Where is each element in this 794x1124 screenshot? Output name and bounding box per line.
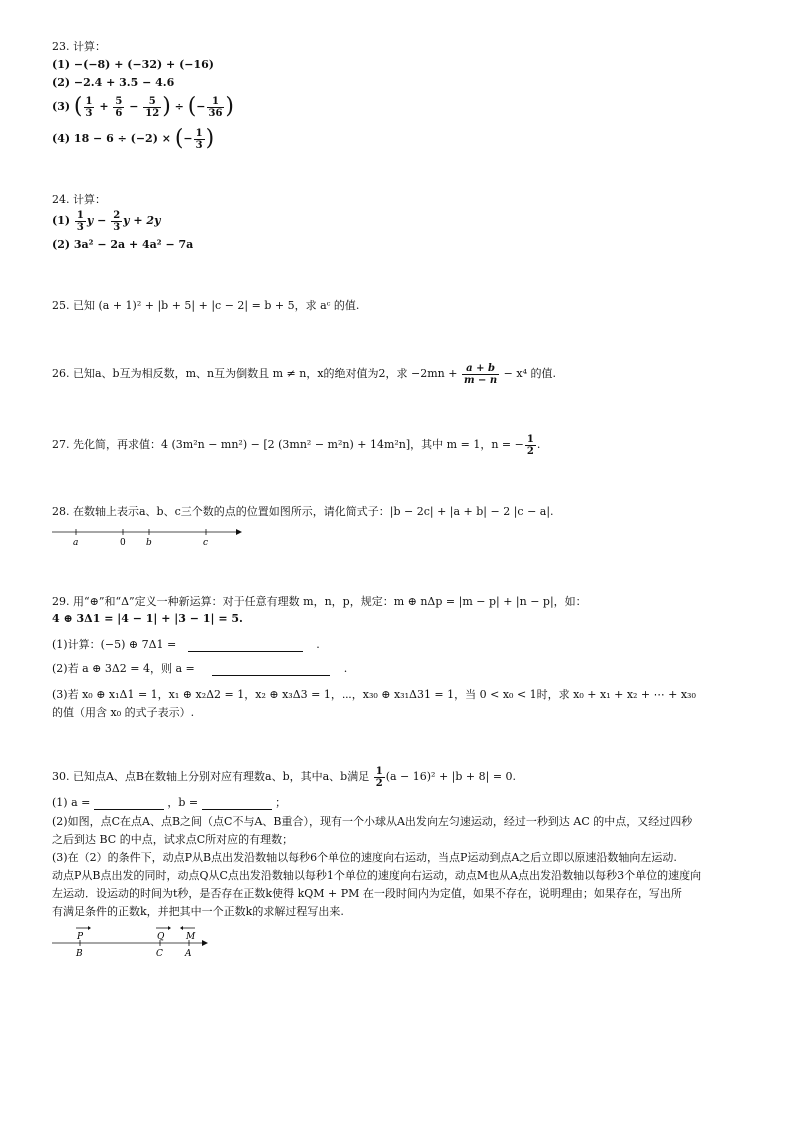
answer-blank-2[interactable] <box>212 664 330 676</box>
q29-part-2: (2)若 a ⊕ 3Δ2 = 4，则 a = . <box>52 662 348 675</box>
answer-blank-1[interactable] <box>188 640 303 652</box>
label-a: a <box>73 538 79 547</box>
q30-part-2b: 之后到达 BC 的中点，试求点C所对应的有理数； <box>52 833 294 846</box>
q29-part-3b: 的值（用含 x₀ 的式子表示）. <box>52 706 195 719</box>
label-b: b <box>146 538 152 547</box>
label-C: C <box>156 949 163 958</box>
q28-text: 28. 在数轴上表示a、b、c三个数的点的位置如图所示，请化简式子：|b − 2c| + |a + b| − 2 |c − a|. <box>52 505 554 518</box>
q29-line-1: 29. 用“⊕”和“Δ”定义一种新运算：对于任意有理数 m，n，p，规定：m ⊕ nΔp = |m − p| + |n − p|，如： <box>52 595 587 608</box>
q29-line-2: 4 ⊕ 3Δ1 = |4 − 1| + |3 − 1| = 5. <box>52 612 243 625</box>
label-M: M <box>186 932 196 942</box>
q28-number-line <box>50 525 250 547</box>
q23-heading: 23. 计算： <box>52 40 106 53</box>
q24-item-2: (2) 3a² − 2a + 4a² − 7a <box>52 238 194 251</box>
q23-item-2: (2) −2.4 + 3.5 − 4.6 <box>52 76 175 89</box>
q30-part-2a: (2)如图，点C在点A、点B之间（点C不与A、B重合），现有一个小球从A出发向左匀速运动，经过一秒到达 AC 的中点，又经过四秒 <box>52 815 693 828</box>
q23-item-4: (4) 18 − 6 ÷ (−2) × (− $\frac{1}{3}$ ) <box>52 126 215 151</box>
label-P: P <box>77 932 84 942</box>
answer-blank-a[interactable] <box>94 798 164 810</box>
q27-text: 27. 先化简，再求值：4 (3m²n − mn²) − [2 (3mn² − m²n) + 14m²n]，其中 m = 1，n = − $\frac{1}{2}$ . <box>52 433 541 457</box>
label-B: B <box>76 949 83 958</box>
q30-part-3a: (3)在（2）的条件下，动点P从B点出发沿数轴以每秒6个单位的速度向右运动，当点P运动到点A之后立即以原速沿数轴向左运动. <box>52 851 677 864</box>
label-Q: Q <box>157 932 165 942</box>
label-c: c <box>203 538 209 547</box>
q30-part-1: (1) a = ，b = ； <box>52 796 287 809</box>
answer-blank-b[interactable] <box>202 798 272 810</box>
q30-part-3b: 动点P从B点出发的同时，动点Q从C点出发沿数轴以每秒1个单位的速度向右运动，动点M也从A点出发沿数轴以每秒3个单位的速度向 <box>52 869 702 882</box>
q23-item-3: (3) ( $\frac{1}{3}$ + $\frac{5}{6}$ − $\frac{5}{12}$ ) ÷ (− $\frac{1}{36}$ ) <box>52 94 235 119</box>
label-A: A <box>185 949 192 958</box>
q26-text: 26. 已知a、b互为相反数，m、n互为倒数且 m ≠ n，x的绝对值为2，求 −2mn + $\frac{a + b}{m - n}$ − x⁴ 的值. <box>52 362 556 386</box>
q30-number-line <box>50 924 220 958</box>
q24-heading: 24. 计算： <box>52 193 106 206</box>
q24-item-1: (1) $\frac{1}{3}$ y − $\frac{2}{3}$ y + 2y <box>52 209 161 233</box>
q23-item-1: (1) −(−8) + (−32) + (−16) <box>52 58 215 71</box>
label-0: 0 <box>120 538 126 547</box>
q25-text: 25. 已知 (a + 1)² + |b + 5| + |c − 2| = b + 5，求 aᶜ 的值. <box>52 299 360 312</box>
q30-part-3d: 有满足条件的正数k，并把其中一个正数k的求解过程写出来. <box>52 905 344 918</box>
q30-part-3c: 左运动．设运动的时间为t秒，是否存在正数k使得 kQM + PM 在一段时间内为定值，如果不存在，说明理由；如果存在，写出所 <box>52 887 682 900</box>
q30-line-1: 30. 已知点A、点B在数轴上分别对应有理数a、b，其中a、b满足 $\frac{1}{2}$ (a − 16)² + |b + 8| = 0. <box>52 765 517 789</box>
q29-part-3a: (3)若 x₀ ⊕ x₁Δ1 = 1，x₁ ⊕ x₂Δ2 = 1，x₂ ⊕ x₃Δ3 = 1，⋯，x₃₀ ⊕ x₃₁Δ31 = 1，当 0 < x₀ < 1时，求 x₀ + x₁ + x₂ + ⋯ + x₃₀ <box>52 688 696 701</box>
q29-part-1: (1)计算：(−5) ⊕ 7Δ1 = . <box>52 638 320 651</box>
